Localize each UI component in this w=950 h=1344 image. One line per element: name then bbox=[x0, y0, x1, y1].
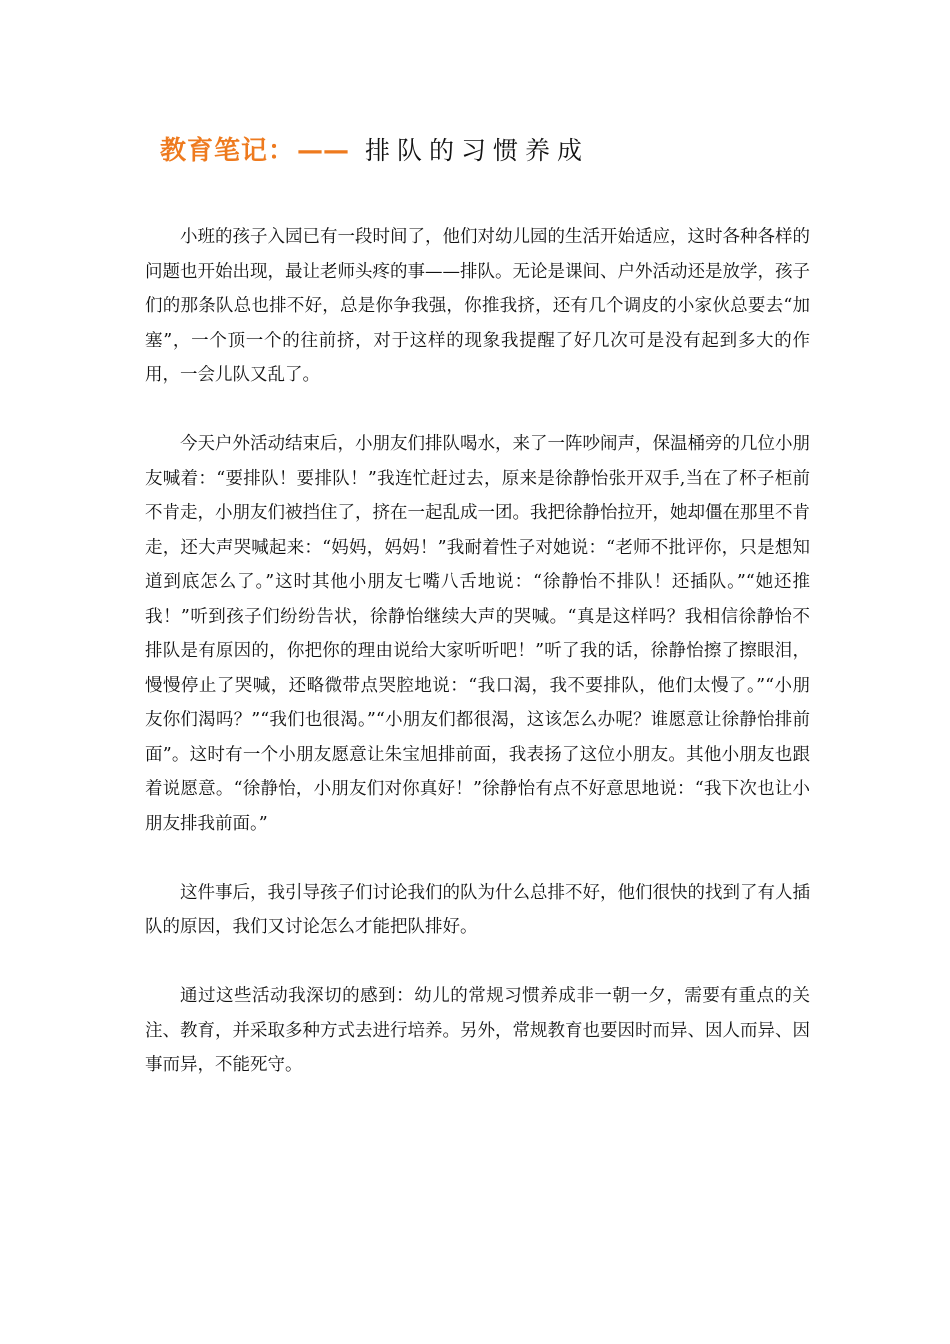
document-title bbox=[160, 130, 589, 170]
title-lead: 教育笔记： bbox=[160, 136, 296, 166]
document-body bbox=[145, 220, 810, 1117]
title-dash: —— bbox=[297, 136, 350, 166]
paragraph-discussion: 这件事后，我引导孩子们讨论我们的队为什么总排不好，他们很快的找到了有人插队的原因，我们又讨论怎么才能把队排好。 bbox=[145, 882, 810, 937]
paragraph-conclusion: 通过这些活动我深切的感到：幼儿的常规习惯养成非一朝一夕，需要有重点的关注、教育，并采取多种方式去进行培养。另外，常规教育也要因时而异、因人而异、因事而异，不能死守。 bbox=[145, 986, 810, 1075]
title-topic: 排队的习惯养成 bbox=[365, 136, 590, 165]
paragraph-story: 今天户外活动结束后，小朋友们排队喝水，来了一阵吵闹声，保温桶旁的几位小朋友喊着：“要排队！要排队！”我连忙赶过去，原来是徐静怡张开双手,当在了杯子柜前不肯走，小朋友们被挡住了，挤在一起乱成一团。我把徐静怡拉开，她却僵在那里不肯走，还大声哭喊起来：“妈妈，妈妈！”我耐着性子对她说：“老师不批评你，只是想知道到底怎么了。”这时其他小朋友七嘴八舌地说：“徐静怡不排队！还插队。”“她还推我！”听到孩子们纷纷告状，徐静怡继续大声的哭喊。“真是这样吗？我相信徐静怡不排队是有原因的，你把你的理由说给大家听听吧！”听了我的话，徐静怡擦了擦眼泪，慢慢停止了哭喊，还略微带点哭腔地说：“我口渴，我不要排队，他们太慢了。”“小朋友你们渴吗？”“我们也很渴。”“小朋友们都很渴，这该怎么办呢？谁愿意让徐静怡排前面”。这时有一个小朋友愿意让朱宝旭排前面，我表扬了这位小朋友。其他小朋友也跟着说愿意。“徐静怡，小朋友们对你真好！”徐静怡有点不好意思地说：“我下次也让小朋友排我前面。” bbox=[145, 434, 810, 834]
paragraph-intro: 小班的孩子入园已有一段时间了，他们对幼儿园的生活开始适应，这时各种各样的问题也开始出现，最让老师头疼的事——排队。无论是课间、户外活动还是放学，孩子们的那条队总也排不好，总是你争我强，你推我挤，还有几个调皮的小家伙总要去“加塞”，一个顶一个的往前挤，对于这样的现象我提醒了好几次可是没有起到多大的作用，一会儿队又乱了。 bbox=[145, 227, 810, 385]
